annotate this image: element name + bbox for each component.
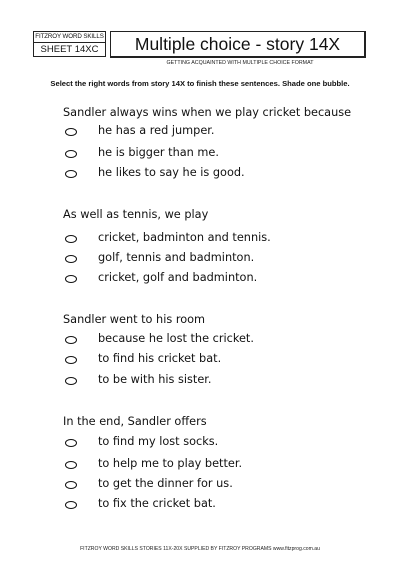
- instruction-text: Select the right words from story 14X to finish these sentences. Shade one bubble.: [50, 79, 350, 88]
- page-subtitle: GETTING ACQUAINTED WITH MULTIPLE CHOICE FORMAT: [166, 60, 314, 66]
- answer-bubble[interactable]: [65, 275, 77, 283]
- option-text: to get the dinner for us.: [98, 477, 233, 490]
- answer-bubble[interactable]: [65, 461, 77, 469]
- question-stem: Sandler went to his room: [63, 313, 206, 326]
- answer-bubble[interactable]: [65, 336, 77, 344]
- series-name: FITZROY WORD SKILLS: [34, 32, 105, 43]
- worksheet-header: [33, 31, 366, 57]
- answer-bubble[interactable]: [65, 255, 77, 263]
- page-footer: FITZROY WORD SKILLS STORIES 11X-20X SUPPLIED BY FITZROY PROGRAMS www.fitzprog.com.au: [80, 546, 320, 552]
- sheet-number: SHEET 14XC: [40, 44, 99, 55]
- question-stem: In the end, Sandler offers: [63, 415, 207, 428]
- answer-bubble[interactable]: [65, 481, 77, 489]
- option-text: he likes to say he is good.: [98, 166, 245, 179]
- option-text: he has a red jumper.: [98, 124, 215, 137]
- sheet-label-box: [33, 31, 106, 57]
- option-text: to help me to play better.: [98, 457, 243, 470]
- option-text: cricket, golf and badminton.: [98, 271, 258, 284]
- answer-bubble[interactable]: [65, 439, 77, 447]
- option-text: to find his cricket bat.: [98, 352, 222, 365]
- answer-bubble[interactable]: [65, 356, 77, 364]
- answer-bubble[interactable]: [65, 170, 77, 178]
- answer-bubble[interactable]: [65, 501, 77, 509]
- option-text: golf, tennis and badminton.: [98, 251, 255, 264]
- question-stem: As well as tennis, we play: [63, 208, 209, 221]
- option-text: to be with his sister.: [98, 373, 212, 386]
- option-text: to fix the cricket bat.: [98, 497, 216, 510]
- page-title: Multiple choice - story 14X: [110, 31, 366, 58]
- question-stem: Sandler always wins when we play cricket because: [63, 106, 352, 119]
- answer-bubble[interactable]: [65, 150, 77, 158]
- answer-bubble[interactable]: [65, 377, 77, 385]
- option-text: to find my lost socks.: [98, 435, 219, 448]
- option-text: because he lost the cricket.: [98, 332, 254, 345]
- option-text: cricket, badminton and tennis.: [98, 231, 271, 244]
- answer-bubble[interactable]: [65, 128, 77, 136]
- answer-bubble[interactable]: [65, 235, 77, 243]
- option-text: he is bigger than me.: [98, 146, 219, 159]
